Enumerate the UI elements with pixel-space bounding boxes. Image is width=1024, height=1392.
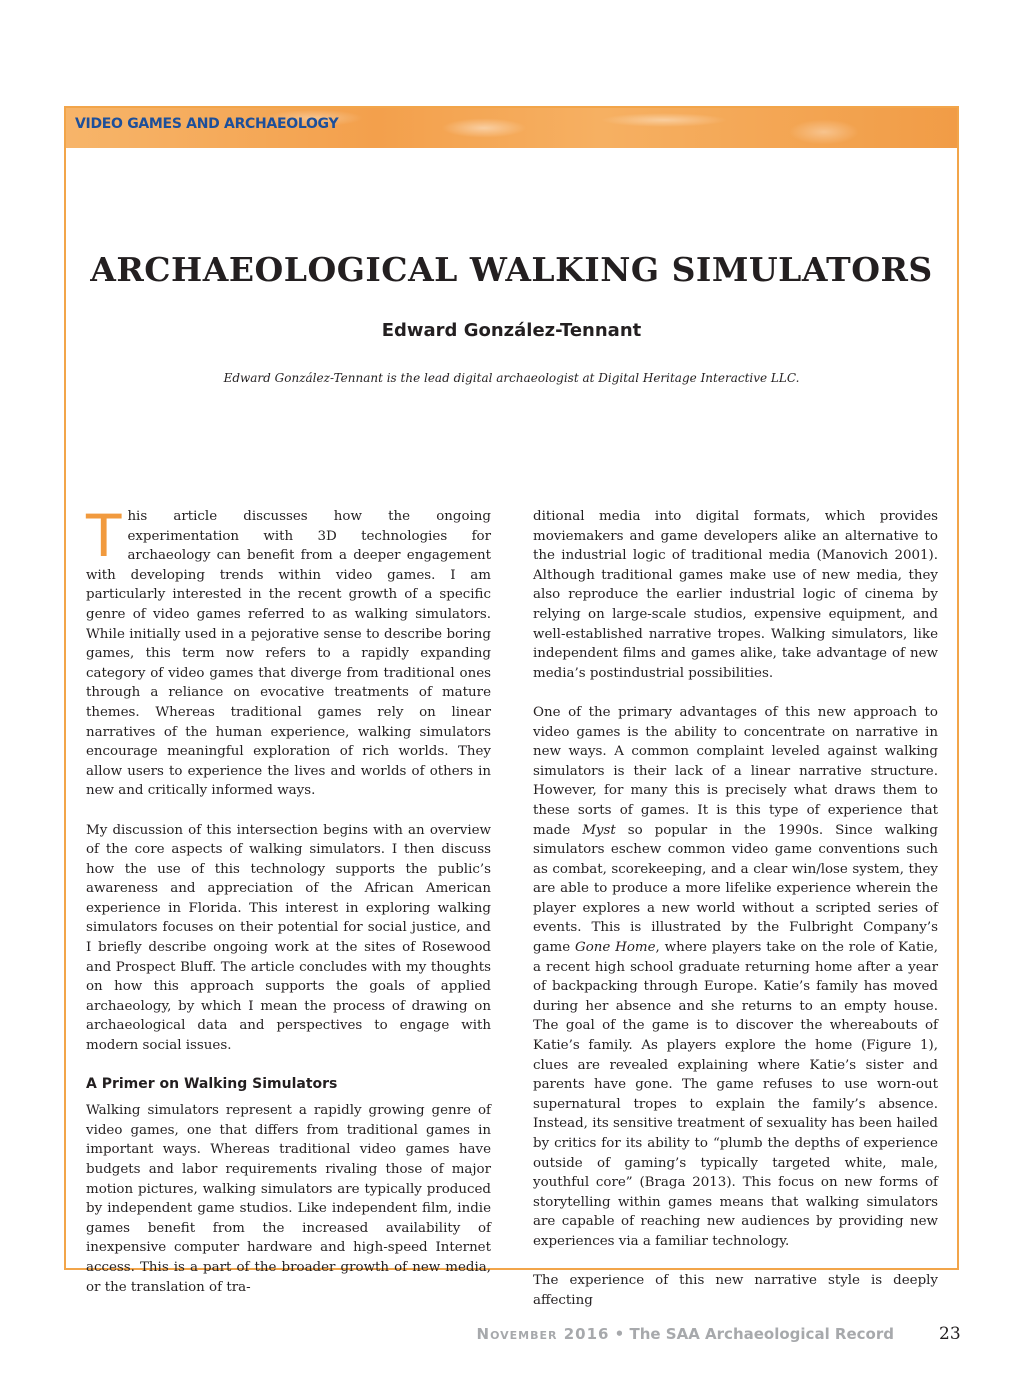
page-footer	[477, 1325, 894, 1343]
paragraph-text: his article discusses how the ongoing experimentation with 3D technologies for archaeology can benefit from a deeper engagement with developing trends within video games. I am particularly interested in the recent growth of a specific genre of video games referred to as walking simulators. While initially used in a pejorative sense to describe boring games, this term now refers to a rapidly expanding category of video games that diverge from traditional ones through a reliance on evocative treatments of mature themes. Whereas traditional games rely on linear narratives of the human experience, walking simulators encourage meaningful exploration of rich worlds. They allow users to experience the lives and worlds of others in new and critically informed ways.	[86, 509, 491, 799]
paragraph: My discussion of this intersection begins with an overview of the core aspects of walking simulators. I then discuss how the use of this technology supports the public’s awareness and appreciation of the African American experience in Florida. This interest in exploring walking simulators focuses on their potential for social justice, and I briefly describe ongoing work at the sites of Rosewood and Prospect Bluff. The article concludes with my thoughts on how this approach supports the goals of applied archaeology, by which I mean the process of drawing on archaeological data and perspectives to engage with modern social issues.	[86, 822, 491, 1054]
footer-bullet: •	[614, 1325, 625, 1343]
paragraph-text: One of the primary advantages of this new approach to video games is the ability to concentrate on narrative in new ways. A common complaint leveled against walking simulators is their lack of a linear narrative structure. However, for many this is precisely what draws them to these sorts of games. It is this type of experience that made	[533, 704, 938, 838]
right-column	[533, 507, 938, 1308]
paragraph	[86, 502, 491, 801]
page-number: 23	[939, 1324, 961, 1344]
drop-cap: T	[86, 502, 122, 570]
section-heading: A Primer on Walking Simulators	[86, 1076, 338, 1093]
game-title-myst: Myst	[582, 822, 616, 838]
paragraph: ditional media into digital formats, which provides moviemakers and game developers alike an alternative to the industrial logic of traditional media (Manovich 2001). Although traditional games make use of new media, they also reproduce the earlier industrial logic of cinema by relying on large-scale studios, expensive equipment, and well-established narrative tropes. Walking simulators, like independent films and games alike, take advantage of new media’s postindustrial possibilities.	[533, 509, 938, 681]
author-affiliation: Edward González-Tennant is the lead digital archaeologist at Digital Heritage Interactive LLC.	[223, 371, 800, 385]
article-author: Edward González-Tennant	[381, 320, 642, 341]
paragraph-text: , where players take on the role of Katie, a recent high school graduate returning home after a year of backpacking through Europe. Katie’s family has moved during her absence and she returns to an empty house. The goal of the game is to discover the whereabouts of Katie’s family. As players explore the home (Figure 1), clues are revealed explaining where Katie’s sister and parents have gone. The game refuses to use worn-out supernatural tropes to explain the family’s absence. Instead, its sensitive treatment of sexuality has been hailed by critics for its ability to “plumb the depths of experience outside of gaming’s typically targeted white, male, youthful core” (Braga 2013). This focus on new forms of storytelling within games means that walking simulators are capable of reaching new audiences by providing new experiences via a familiar technology.	[533, 940, 938, 1249]
left-column	[86, 502, 491, 1295]
game-title-gone-home: Gone Home	[575, 940, 656, 956]
paragraph	[533, 703, 938, 1252]
paragraph: The experience of this new narrative style is deeply affecting	[533, 1273, 938, 1308]
paragraph-text: so popular in the 1990s. Since walking simulators eschew common video game conventions such as combat, scorekeeping, and a clear win/lose system, they are able to produce a more lifelike experience wherein the player explores a new world without a scripted series of events. This is illustrated by the Fulbright Company’s game	[533, 822, 938, 956]
footer-date: November 2016	[476, 1325, 610, 1343]
article-title: ARCHAEOLOGICAL WALKING SIMULATORS	[90, 250, 933, 289]
footer-journal: The SAA Archaeological Record	[629, 1325, 894, 1343]
paragraph: Walking simulators represent a rapidly growing genre of video games, one that differs from traditional games in important ways. Whereas traditional video games have budgets and labor requirements rivaling those of major motion pictures, walking simulators are typically produced by independent game studios. Like independent film, indie games benefit from the increased availability of inexpensive computer hardware and high-speed Internet access. This is a part of the broader growth of new media, or the translation of tra-	[86, 1103, 491, 1295]
section-label: VIDEO GAMES AND ARCHAEOLOGY	[75, 116, 339, 132]
